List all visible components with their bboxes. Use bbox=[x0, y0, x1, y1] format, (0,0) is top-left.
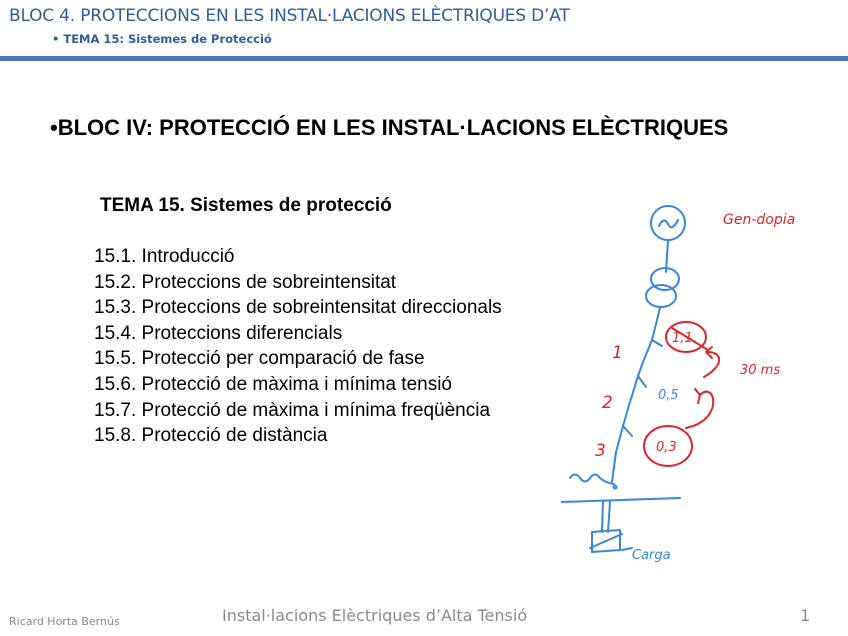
header-subtitle: • TEMA 15: Sistemes de Protecció bbox=[52, 32, 272, 46]
load-feeder bbox=[602, 502, 610, 532]
topic-list bbox=[94, 244, 502, 449]
time-grading-arrow-2 bbox=[704, 352, 719, 377]
topic-item: 15.4. Proteccions diferencials bbox=[94, 322, 343, 344]
topic-title: TEMA 15. Sistemes de protecció bbox=[100, 195, 392, 216]
relay-setting-2: 0,5 bbox=[658, 388, 679, 403]
header-divider bbox=[0, 56, 848, 61]
generation-label: Gen-dopia bbox=[723, 212, 796, 228]
topic-item: 15.7. Protecció de màxima i mínima freqüència bbox=[94, 399, 491, 421]
topic-item: 15.6. Protecció de màxima i mínima tensió bbox=[94, 373, 452, 395]
topic-item: 15.1. Introducció bbox=[94, 246, 235, 267]
main-line bbox=[612, 308, 660, 482]
fault-point bbox=[614, 486, 617, 489]
fault-symbol bbox=[570, 475, 614, 485]
topic-item: 15.5. Protecció per comparació de fase bbox=[94, 348, 425, 370]
time-grading-arrowhead-1 bbox=[695, 389, 700, 403]
stage-2-label: 2 bbox=[602, 393, 613, 413]
footer-course-title: Instal·lacions Elèctriques d’Alta Tensió bbox=[222, 606, 528, 625]
load-symbol bbox=[590, 530, 622, 552]
header-title: BLOC 4. PROTECCIONS EN LES INSTAL·LACIONS ELÈCTRIQUES D’AT bbox=[9, 6, 570, 26]
breaker-1 bbox=[652, 340, 662, 346]
protection-sketch bbox=[540, 190, 848, 580]
relay-setting-3: 0,3 bbox=[656, 440, 677, 455]
time-step-label: 30 ms bbox=[740, 363, 781, 378]
topic-item: 15.8. Protecció de distància bbox=[94, 425, 328, 447]
slide-heading: •BLOC IV: PROTECCIÓ EN LES INSTAL·LACIONS ELÈCTRIQUES bbox=[50, 115, 729, 140]
relay-setting-1: 1,1 bbox=[672, 331, 693, 346]
busbar bbox=[562, 498, 680, 502]
topic-item: 15.2. Proteccions de sobreintensitat bbox=[94, 271, 397, 293]
footer-author: Ricard Horta Bernús bbox=[9, 615, 120, 628]
breaker-3 bbox=[623, 426, 632, 436]
page-number: 1 bbox=[800, 606, 811, 625]
breaker-2 bbox=[638, 376, 646, 387]
load-arrow bbox=[622, 548, 632, 550]
transformer-coil-bottom bbox=[646, 285, 676, 307]
stage-1-label: 1 bbox=[612, 343, 623, 363]
stage-3-label: 3 bbox=[595, 441, 606, 461]
generator-wave bbox=[659, 220, 678, 227]
load-label: Carga bbox=[632, 548, 671, 563]
topic-item: 15.3. Proteccions de sobreintensitat direccionals bbox=[94, 297, 502, 319]
